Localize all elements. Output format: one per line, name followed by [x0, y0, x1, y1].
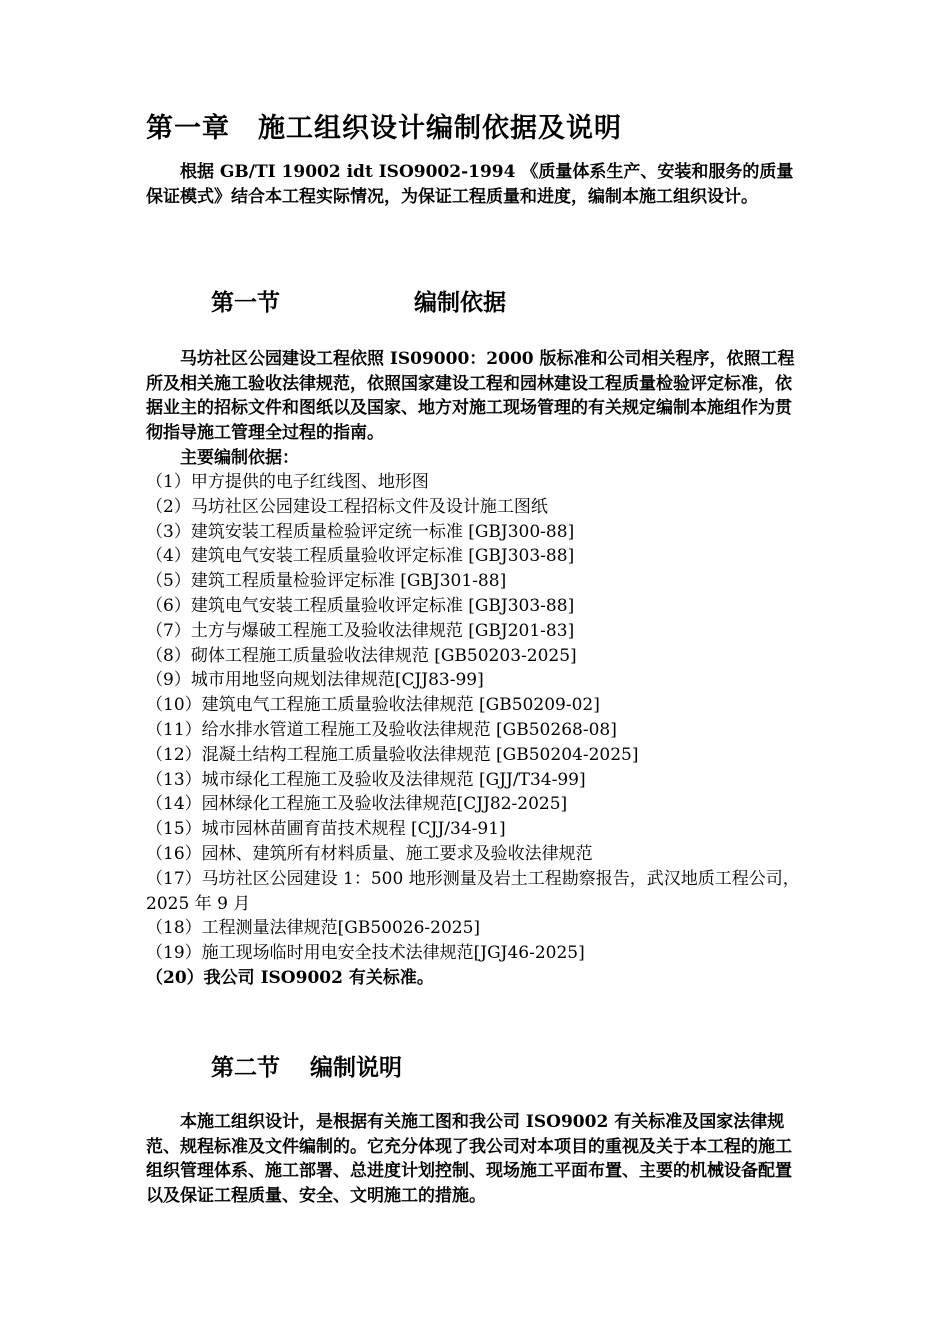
chapter-number: 第一章	[146, 113, 230, 144]
list-item: （15）城市园林苗圃育苗技术规程 [CJJ/34-91]	[146, 819, 506, 840]
section2-label: 第二节	[211, 1054, 280, 1081]
list-item: （14）园林绿化工程施工及验收法律规范[CJJ82-2025]	[146, 794, 568, 815]
list-item: （16）园林、建筑所有材料质量、施工要求及验收法律规范	[146, 843, 593, 864]
list-item: （12）混凝土结构工程施工质量验收法律规范 [GB50204-2025]	[146, 744, 639, 765]
basis-heading: 主要编制依据：	[180, 448, 299, 468]
list-item: （9）城市用地竖向规划法律规范[CJJ83-99]	[146, 670, 484, 691]
list-item: （20）我公司 ISO9002 有关标准。	[146, 967, 434, 988]
list-item: （7）土方与爆破工程施工及验收法律规范 [GBJ201-83]	[146, 620, 575, 641]
chapter-title	[146, 106, 622, 145]
list-item: （10）建筑电气工程施工质量验收法律规范 [GB50209-02]	[146, 695, 600, 716]
list-item: （6）建筑电气安装工程质量验收评定标准 [GBJ303-88]	[146, 595, 575, 616]
list-item: （11）给水排水管道工程施工及验收法律规范 [GB50268-08]	[146, 719, 617, 740]
list-item: （17）马坊社区公园建设 1：500 地形测量及岩土工程勘察报告，武汉地质工程公司，2025 年 9 月	[146, 868, 800, 914]
list-item: （8）砌体工程施工质量验收法律规范 [GB50203-2025]	[146, 645, 577, 666]
section1-label: 第一节	[211, 289, 280, 316]
list-item: （13）城市绿化工程施工及验收及法律规范 [GJJ/T34-99]	[146, 769, 586, 790]
chapter-intro: 根据 GB/TI 19002 idt ISO9002-1994 《质量体系生产、安装和服务的质量保证模式》结合本工程实际情况，为保证工程质量和进度，编制本施工组织设计。	[146, 162, 794, 207]
section1-body: 马坊社区公园建设工程依照 IS09000：2000 版标准和公司相关程序，依照工程所及相关施工验收法律规范，依照国家建设工程和园林建设工程质量检验评定标准，依据业主的招标文件和图纸以及国家、地方对施工现场管理的有关规定编制本施组作为贯彻指导施工管理全过程的指南。	[146, 349, 795, 443]
list-item: （4）建筑电气安装工程质量验收评定标准 [GBJ303-88]	[146, 546, 575, 567]
list-item: （2）马坊社区公园建设工程招标文件及设计施工图纸	[146, 496, 548, 517]
section1-title	[211, 284, 506, 317]
section2-body: 本施工组织设计，是根据有关施工图和我公司 ISO9002 有关标准及国家法律规范、规程标准及文件编制的。它充分体现了我公司对本项目的重视及关于本工程的施工组织管理体系、施工部署、总进度计划控制、现场施工平面布置、主要的机械设备配置以及保证工程质量、安全、文明施工的措施。	[146, 1112, 792, 1206]
section1-heading: 编制依据	[414, 289, 506, 316]
basis-list	[146, 470, 816, 991]
list-item: （5）建筑工程质量检验评定标准 [GBJ301-88]	[146, 571, 507, 592]
list-item: （1）甲方提供的电子红线图、地形图	[146, 472, 429, 492]
section2-title	[211, 1049, 402, 1082]
section2-heading: 编制说明	[310, 1054, 402, 1081]
chapter-heading: 施工组织设计编制依据及说明	[258, 113, 622, 144]
list-item: （19）施工现场临时用电安全技术法律规范[JGJ46-2025]	[146, 943, 585, 964]
list-item: （18）工程测量法律规范[GB50026-2025]	[146, 918, 481, 939]
list-item: （3）建筑安装工程质量检验评定统一标准 [GBJ300-88]	[146, 521, 575, 542]
